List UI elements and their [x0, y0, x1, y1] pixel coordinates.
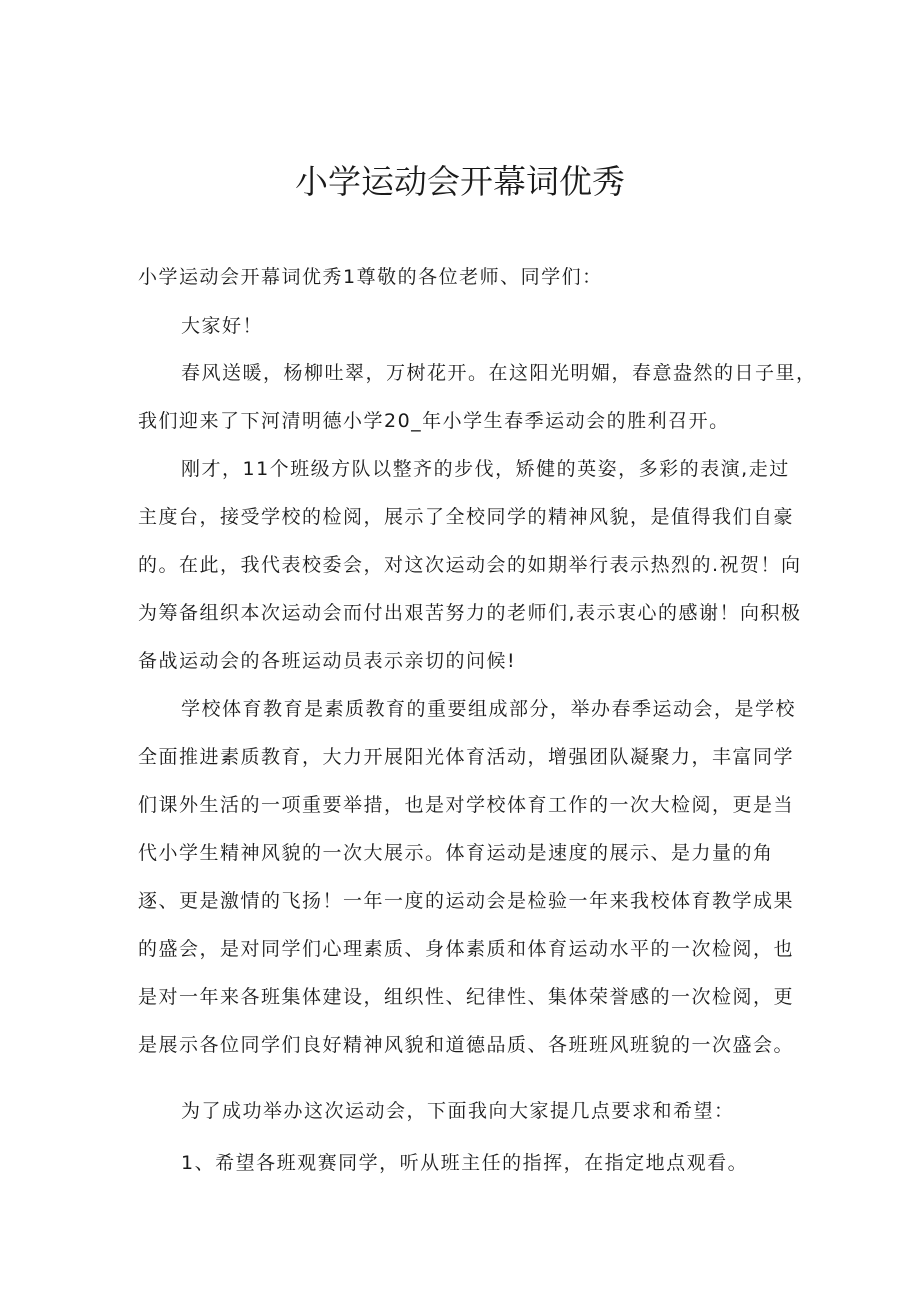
paragraph-line: 主度台，接受学校的检阅，展示了全校同学的精神风貌，是值得我们自豪	[138, 506, 795, 528]
paragraph-line: 学校体育教育是素质教育的重要组成部分，举办春季运动会，是学校	[181, 698, 797, 720]
paragraph-line-greeting: 大家好！	[181, 315, 264, 337]
paragraph-line: 的。在此，我代表校委会，对这次运动会的如期举行表示热烈的.祝贺！向	[138, 554, 802, 576]
paragraph-line: 备战运动会的各班运动员表示亲切的问候!	[138, 650, 517, 672]
paragraph-line: 全面推进素质教育，大力开展阳光体育活动，增强团队凝聚力，丰富同学	[138, 746, 795, 768]
paragraph-line: 为筹备组织本次运动会而付出艰苦努力的老师们,表示衷心的感谢！向积极	[138, 602, 802, 624]
document-title: 小学运动会开幕词优秀	[295, 162, 625, 201]
paragraph-line: 逐、更是激情的飞扬！一年一度的运动会是检验一年来我校体育教学成果	[138, 890, 795, 912]
paragraph-line: 刚才，11个班级方队以整齐的步伐，矫健的英姿，多彩的表演,走过	[181, 458, 790, 480]
paragraph-line: 们课外生活的一项重要举措，也是对学校体育工作的一次大检阅，更是当	[138, 794, 795, 816]
paragraph-line: 春风送暖，杨柳吐翠，万树花开。在这阳光明媚，春意盎然的日子里，	[181, 362, 817, 384]
paragraph-line: 是对一年来各班集体建设，组织性、纪律性、集体荣誉感的一次检阅，更	[138, 986, 795, 1008]
paragraph-line: 为了成功举办这次运动会，下面我向大家提几点要求和希望：	[181, 1100, 735, 1122]
paragraph-line-intro: 小学运动会开幕词优秀1尊敬的各位老师、同学们：	[138, 266, 603, 288]
list-item-1: 1、希望各班观赛同学，听从班主任的指挥，在指定地点观看。	[181, 1152, 749, 1174]
paragraph-line: 是展示各位同学们良好精神风貌和道德品质、各班班风班貌的一次盛会。	[138, 1034, 795, 1056]
paragraph-line: 我们迎来了下河清明德小学20_年小学生春季运动会的胜利召开。	[138, 410, 730, 432]
paragraph-line: 代小学生精神风貌的一次大展示。体育运动是速度的展示、是力量的角	[138, 842, 774, 864]
paragraph-line: 的盛会，是对同学们心理素质、身体素质和体育运动水平的一次检阅，也	[138, 938, 795, 960]
